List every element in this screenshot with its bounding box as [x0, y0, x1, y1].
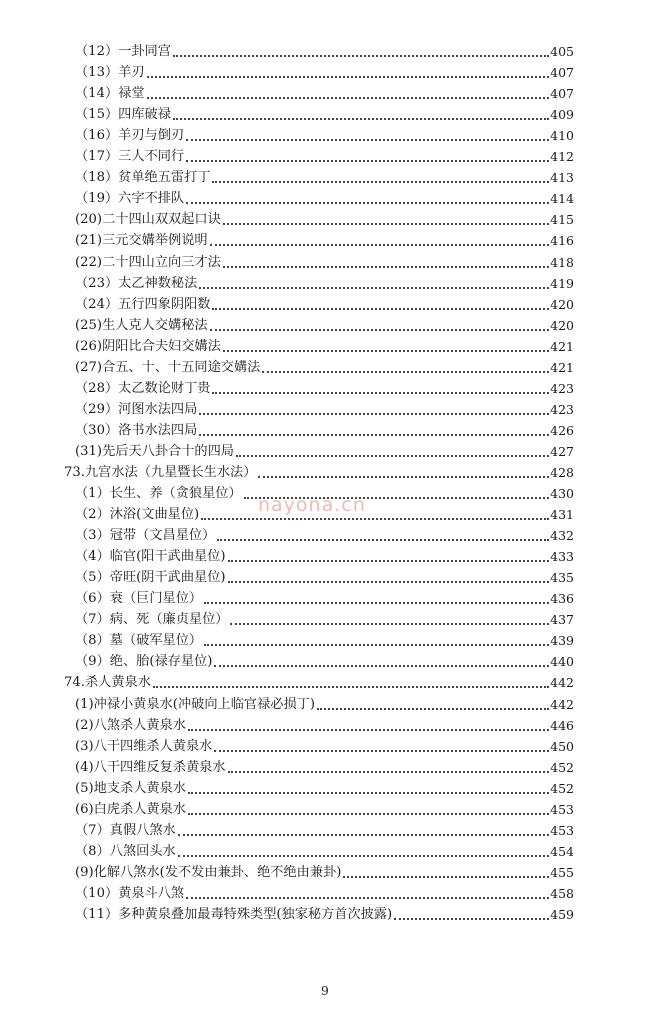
dot-leader — [178, 834, 549, 836]
toc-entry — [64, 144, 574, 165]
toc-entry — [64, 60, 574, 81]
dot-leader — [186, 160, 549, 162]
dot-leader — [223, 350, 549, 352]
toc-entry — [64, 102, 574, 123]
dot-leader — [186, 202, 549, 204]
toc-entry-label: （15）四库破禄 — [75, 107, 171, 123]
toc-entry-page: 421 — [550, 359, 574, 375]
dot-leader — [394, 918, 549, 920]
toc-entry — [64, 881, 574, 902]
toc-entry-label: （1）长生、养（贪狼星位） — [75, 486, 242, 502]
toc-entry-page: 440 — [550, 654, 574, 670]
toc-entry — [64, 271, 574, 292]
dot-leader — [343, 876, 549, 878]
toc-entry — [64, 334, 574, 355]
toc-entry-page: 412 — [550, 149, 574, 165]
toc-entry — [64, 713, 574, 734]
toc-entry-label: （8）八煞回头水 — [75, 843, 176, 859]
watermark: nayona.cn — [258, 494, 366, 516]
toc-entry-page: 413 — [550, 170, 574, 186]
toc-entry-label: 74.杀人黄泉水 — [64, 675, 151, 691]
dot-leader — [223, 223, 549, 225]
dot-leader — [258, 476, 549, 478]
toc-entry-page: 455 — [550, 864, 574, 880]
toc-entry-label: (6)白虎杀人黄泉水 — [75, 801, 186, 817]
toc-entry-page: 442 — [550, 675, 574, 691]
dot-leader — [214, 750, 549, 752]
toc-entry-label: （10）黄泉斗八煞 — [75, 885, 185, 901]
toc-entry — [64, 523, 574, 544]
toc-entry-label: (20)二十四山双双起口诀 — [75, 212, 221, 228]
toc-entry-page: 427 — [550, 443, 574, 459]
toc-entry-label: (1)冲禄小黄泉水(冲破向上临官禄必损丁) — [75, 696, 315, 712]
toc-entry-page: 446 — [550, 717, 574, 733]
toc-entry — [64, 186, 574, 207]
page-number: 9 — [321, 984, 329, 998]
toc-entry-label: （29）河图水法四局 — [75, 401, 198, 417]
dot-leader — [186, 897, 549, 899]
toc-entry-label: （19）六字不排队 — [75, 191, 185, 207]
toc-entry — [64, 776, 574, 797]
toc-entry-page: 430 — [550, 486, 574, 502]
toc-entry-page: 418 — [550, 254, 574, 270]
toc-entry-page: 420 — [550, 296, 574, 312]
dot-leader — [230, 623, 549, 625]
toc-entry — [64, 376, 574, 397]
toc-entry-label: (25)生人克人交媾秘法 — [75, 317, 208, 333]
toc-entry-label: 73.九宫水法（九星暨长生水法） — [64, 464, 257, 480]
toc-entry-label: (31)先后天八卦合十的四局 — [75, 443, 234, 459]
dot-leader — [317, 708, 549, 710]
toc-entry-page: 450 — [550, 738, 574, 754]
toc-entry-label: （2）沐浴(文曲星位) — [75, 507, 200, 523]
toc-entry-page: 405 — [550, 44, 574, 60]
toc-entry-page: 454 — [550, 843, 574, 859]
toc-entry-label: (3)八干四维杀人黄泉水 — [75, 738, 213, 754]
toc-entry-page: 419 — [550, 275, 574, 291]
toc-section-entry — [64, 670, 574, 691]
toc-entry-label: （4）临官(阳干武曲星位) — [75, 549, 226, 565]
dot-leader — [228, 771, 550, 773]
toc-entry-label: （8）墓（破军星位） — [75, 633, 203, 649]
toc-entry-label: （11）多种黄泉叠加最毒特殊类型(独家秘方首次披露) — [75, 906, 393, 922]
dot-leader — [204, 602, 549, 604]
toc-entry — [64, 607, 574, 628]
toc-entry — [64, 355, 574, 376]
toc-section-entry — [64, 460, 574, 481]
dot-leader — [212, 308, 549, 310]
toc-entry — [64, 249, 574, 270]
dot-leader — [228, 581, 550, 583]
toc-entry — [64, 228, 574, 249]
toc-entry — [64, 734, 574, 755]
toc-entry-label: (22)二十四山立向三才法 — [75, 254, 221, 270]
dot-leader — [199, 287, 549, 289]
toc-entry-label: （30）洛书水法四局 — [75, 422, 198, 438]
toc-entry — [64, 207, 574, 228]
toc-entry-page: 415 — [550, 212, 574, 228]
toc-entry — [64, 755, 574, 776]
toc-entry-page: 431 — [550, 507, 574, 523]
toc-entry — [64, 818, 574, 839]
toc-entry-page: 452 — [550, 759, 574, 775]
dot-leader — [188, 792, 549, 794]
toc-entry-label: (27)合五、十、十五同途交媾法 — [75, 359, 261, 375]
toc-entry — [64, 123, 574, 144]
dot-leader — [188, 813, 549, 815]
dot-leader — [153, 686, 549, 688]
dot-leader — [217, 539, 549, 541]
toc-entry — [64, 565, 574, 586]
toc-entry-label: （14）禄堂 — [75, 86, 145, 102]
toc-entry-label: （28）太乙数论财丁贵 — [75, 380, 211, 396]
dot-leader — [147, 97, 550, 99]
toc-entry — [64, 628, 574, 649]
toc-entry-page: 416 — [550, 233, 574, 249]
toc-entry-label: （13）羊刃 — [75, 65, 145, 81]
toc-entry-label: （7）真假八煞水 — [75, 822, 176, 838]
toc-entry-label: (21)三元交媾举例说明 — [75, 233, 208, 249]
toc-entry-page: 453 — [550, 822, 574, 838]
toc-entry-page: 426 — [550, 422, 574, 438]
dot-leader — [178, 855, 549, 857]
toc-entry-page: 410 — [550, 128, 574, 144]
toc-entry-label: （18）贫单绝五雷打丁 — [75, 170, 211, 186]
toc-entry-page: 423 — [550, 380, 574, 396]
dot-leader — [210, 329, 550, 331]
toc-entry-label: (4)八干四维反复杀黄泉水 — [75, 759, 226, 775]
toc-entry — [64, 839, 574, 860]
toc-entry-label: （16）羊刃与倒刃 — [75, 128, 185, 144]
toc-entry-page: 420 — [550, 317, 574, 333]
table-of-contents — [64, 39, 574, 923]
toc-entry — [64, 902, 574, 923]
toc-entry-page: 428 — [550, 464, 574, 480]
dot-leader — [228, 560, 550, 562]
toc-entry-label: (26)阴阳比合夫妇交媾法 — [75, 338, 221, 354]
toc-entry — [64, 860, 574, 881]
toc-entry-page: 453 — [550, 801, 574, 817]
toc-entry-page: 442 — [550, 696, 574, 712]
toc-entry-label: (9)化解八煞水(发不发由兼卦、绝不绝由兼卦) — [75, 864, 342, 880]
toc-entry — [64, 649, 574, 670]
toc-entry-page: 459 — [550, 906, 574, 922]
dot-leader — [223, 266, 549, 268]
dot-leader — [201, 518, 549, 520]
toc-entry-page: 409 — [550, 107, 574, 123]
dot-leader — [173, 55, 549, 57]
dot-leader — [199, 413, 549, 415]
dot-leader — [214, 665, 549, 667]
toc-entry — [64, 165, 574, 186]
toc-entry — [64, 691, 574, 712]
toc-entry-page: 439 — [550, 633, 574, 649]
dot-leader — [199, 434, 549, 436]
toc-entry-page: 458 — [550, 885, 574, 901]
dot-leader — [212, 181, 549, 183]
toc-entry — [64, 292, 574, 313]
toc-entry — [64, 39, 574, 60]
toc-entry-label: （6）衰（巨门星位） — [75, 591, 203, 607]
dot-leader — [186, 139, 549, 141]
toc-entry — [64, 586, 574, 607]
toc-entry-page: 421 — [550, 338, 574, 354]
dot-leader — [262, 371, 549, 373]
toc-entry-page: 407 — [550, 65, 574, 81]
toc-entry-label: （24）五行四象阴阳数 — [75, 296, 211, 312]
toc-entry-page: 436 — [550, 591, 574, 607]
toc-entry-page: 437 — [550, 612, 574, 628]
toc-entry-page: 435 — [550, 570, 574, 586]
toc-entry — [64, 313, 574, 334]
toc-entry-label: （3）冠带（文昌星位） — [75, 528, 216, 544]
dot-leader — [212, 392, 549, 394]
toc-entry-label: （9）绝、胎(禄存星位) — [75, 654, 213, 670]
toc-entry-page: 423 — [550, 401, 574, 417]
dot-leader — [147, 76, 550, 78]
dot-leader — [210, 244, 550, 246]
toc-entry-label: (2)八煞杀人黄泉水 — [75, 717, 186, 733]
dot-leader — [188, 729, 549, 731]
dot-leader — [173, 118, 549, 120]
toc-entry-page: 452 — [550, 780, 574, 796]
toc-entry-label: （5）帝旺(阴干武曲星位) — [75, 570, 226, 586]
toc-entry — [64, 439, 574, 460]
toc-entry — [64, 418, 574, 439]
toc-entry-page: 432 — [550, 528, 574, 544]
toc-entry-label: （12）一卦同宫 — [75, 44, 171, 60]
toc-entry — [64, 797, 574, 818]
toc-entry-page: 414 — [550, 191, 574, 207]
toc-entry — [64, 544, 574, 565]
toc-entry-label: （23）太乙神数秘法 — [75, 275, 198, 291]
toc-entry-page: 407 — [550, 86, 574, 102]
toc-entry-label: （7）病、死（廉贞星位） — [75, 612, 229, 628]
toc-entry — [64, 81, 574, 102]
dot-leader — [236, 455, 549, 457]
dot-leader — [204, 644, 549, 646]
toc-entry-label: (5)地支杀人黄泉水 — [75, 780, 186, 796]
toc-entry-page: 433 — [550, 549, 574, 565]
toc-entry — [64, 397, 574, 418]
toc-entry-label: （17）三人不同行 — [75, 149, 185, 165]
